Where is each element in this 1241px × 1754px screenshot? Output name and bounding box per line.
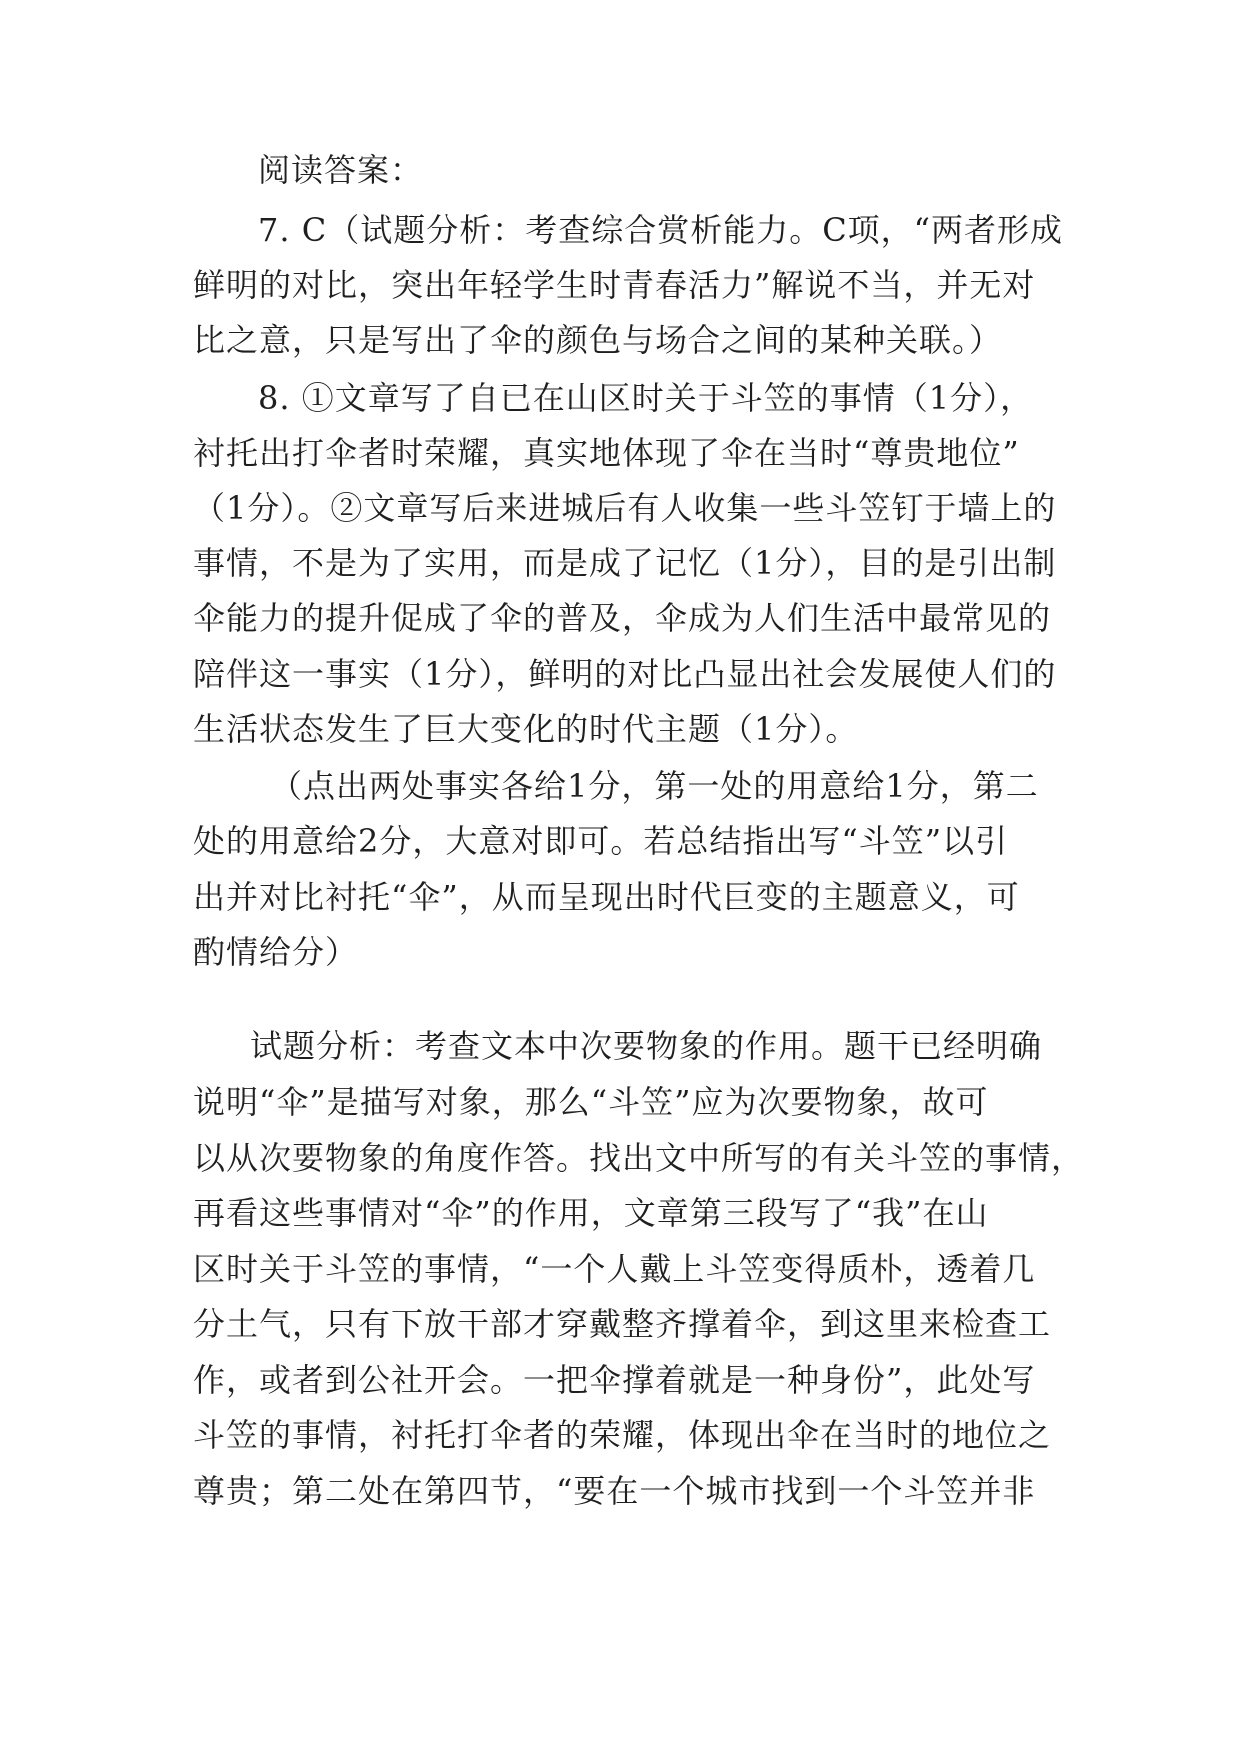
text-line: 作，或者到公社开会。一把伞撑着就是一种身份”，此处写 bbox=[193, 1361, 1036, 1399]
text-line: 试题分析：考查文本中次要物象的作用。题干已经明确 bbox=[250, 1027, 1043, 1065]
text-line: 说明“伞”是描写对象，那么“斗笠”应为次要物象，故可 bbox=[193, 1083, 989, 1121]
text-line: 生活状态发生了巨大变化的时代主题（1分）。 bbox=[193, 710, 859, 748]
text-line: 分土气，只有下放干部才穿戴整齐撑着伞，到这里来检查工 bbox=[193, 1305, 1052, 1343]
text-line: 以从次要物象的角度作答。找出文中所写的有关斗笠的事情， bbox=[193, 1139, 1085, 1177]
text-line: 鲜明的对比，突出年轻学生时青春活力”解说不当，并无对 bbox=[193, 266, 1036, 304]
text-line: 处的用意给2分，大意对即可。若总结指出写“斗笠”以引 bbox=[193, 822, 1009, 860]
text-line: 比之意，只是写出了伞的颜色与场合之间的某种关联。） bbox=[193, 321, 1003, 359]
answers-heading: 阅读答案： bbox=[258, 151, 424, 189]
text-line: 8. ①文章写了自已在山区时关于斗笠的事情（1分）， bbox=[258, 379, 1034, 417]
text-line: 出并对比衬托“伞”，从而呈现出时代巨变的主题意义，可 bbox=[193, 878, 1020, 916]
text-line: 斗笠的事情，衬托打伞者的荣耀，体现出伞在当时的地位之 bbox=[193, 1416, 1052, 1454]
text-line: 7. C（试题分析：考查综合赏析能力。C项，“两者形成 bbox=[258, 211, 1064, 249]
text-line: 事情，不是为了实用，而是成了记忆（1分），目的是引出制 bbox=[193, 544, 1057, 582]
text-line: 衬托出打伞者时荣耀，真实地体现了伞在当时“尊贵地位” bbox=[193, 434, 1020, 472]
text-line: （1分）。②文章写后来进城后有人收集一些斗笠钉于墙上的 bbox=[193, 489, 1057, 527]
text-line: 伞能力的提升促成了伞的普及，伞成为人们生活中最常见的 bbox=[193, 599, 1052, 637]
text-line: （点出两处事实各给1分，第一处的用意给1分，第二 bbox=[270, 767, 1039, 805]
text-line: 陪伴这一事实（1分），鲜明的对比凸显出社会发展使人们的 bbox=[193, 655, 1057, 693]
text-line: 酌情给分） bbox=[193, 933, 359, 971]
text-line: 尊贵；第二处在第四节，“要在一个城市找到一个斗笠并非 bbox=[193, 1472, 1036, 1510]
text-line: 区时关于斗笠的事情，“一个人戴上斗笠变得质朴，透着几 bbox=[193, 1250, 1036, 1288]
text-line: 再看这些事情对“伞”的作用，文章第三段写了“我”在山 bbox=[193, 1194, 989, 1232]
